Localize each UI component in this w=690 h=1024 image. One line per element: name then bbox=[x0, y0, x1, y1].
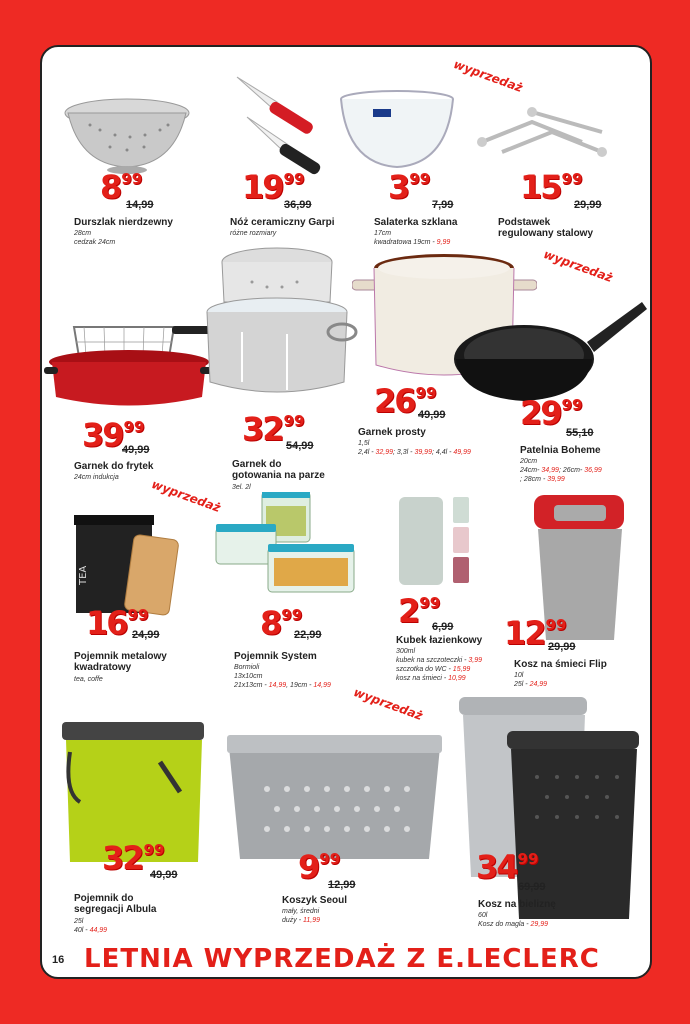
tea-container-price: $16^{99}$ bbox=[86, 604, 149, 642]
bathroom-cup-desc: 300ml kubek na szczoteczki - 3,99 szczotka do WC - 15,99 kosz na śmieci - 10,99 bbox=[396, 648, 482, 682]
laundry-basket-old-price: 69,99 bbox=[518, 881, 546, 893]
knife-desc: różne rozmiary bbox=[230, 230, 277, 237]
fryer-price: $39^{99}$ bbox=[82, 416, 145, 454]
svg-text:TEA: TEA bbox=[78, 565, 89, 585]
salad-bowl-desc: 17cm kwadratowa 19cm - 9,99 bbox=[374, 230, 451, 246]
food-container-image bbox=[212, 492, 362, 602]
knife-image bbox=[232, 72, 332, 182]
knife-name: Nóż ceramiczny Garpi bbox=[230, 217, 335, 228]
bathroom-cup-price: $2^{99}$ bbox=[398, 592, 441, 630]
salad-bowl-name: Salaterka szklana bbox=[374, 217, 458, 228]
sale-tag: wyprzedaż bbox=[451, 57, 525, 95]
page-number: 16 bbox=[52, 954, 65, 966]
flip-bin-price: $12^{99}$ bbox=[504, 614, 567, 652]
colander-old-price: 14,99 bbox=[126, 199, 154, 211]
flip-bin-desc: 10l 25l - 24,99 bbox=[514, 672, 548, 688]
pan-old-price: 55,10 bbox=[566, 427, 594, 439]
salad-bowl-image bbox=[337, 89, 457, 174]
pot-old-price: 49,99 bbox=[418, 409, 446, 421]
tea-container-desc: tea, coffe bbox=[74, 676, 103, 683]
recycling-bin-desc: 25l 40l - 44,99 bbox=[74, 918, 108, 934]
food-container-desc: Bormioli 13x10cm 21x13cm - 14,99, 19cm - 14,99 bbox=[234, 664, 331, 689]
footer bbox=[40, 942, 648, 974]
food-container-old-price: 22,99 bbox=[294, 629, 322, 641]
flip-bin-name: Kosz na śmieci Flip bbox=[514, 659, 607, 670]
sale-tag: wyprzedaż bbox=[541, 247, 615, 285]
steamer-price: $32^{99}$ bbox=[242, 410, 305, 448]
fryer-old-price: 49,99 bbox=[122, 444, 150, 456]
trivet-price: $15^{99}$ bbox=[520, 168, 583, 206]
fryer-desc: 24cm indukcja bbox=[74, 474, 119, 481]
food-container-price: $8^{99}$ bbox=[260, 604, 303, 642]
laundry-basket-desc: 60l Kosz do magla - 29,99 bbox=[478, 912, 549, 928]
sale-tag: wyprzedaż bbox=[149, 477, 223, 515]
storage-basket-price: $9^{99}$ bbox=[298, 848, 341, 886]
laundry-basket-name: Kosz na bieliznę bbox=[478, 899, 556, 910]
sale-tag: wyprzedaż bbox=[351, 685, 425, 723]
steamer-old-price: 54,99 bbox=[286, 440, 314, 452]
trivet-name: Podstawek regulowany stalowy bbox=[498, 217, 594, 239]
flyer-panel bbox=[40, 45, 652, 979]
steamer-name: Garnek do gotowania na parze bbox=[232, 459, 325, 481]
pan-price: $29^{99}$ bbox=[520, 394, 583, 432]
pot-desc: 1,5l 2,4l - 32,99; 3,3l - 39,99; 4,4l - 49,99 bbox=[358, 440, 471, 456]
pan-name: Patelnia Boheme bbox=[520, 445, 601, 456]
steamer-image bbox=[192, 242, 362, 402]
bathroom-cup-image bbox=[397, 495, 477, 590]
recycling-bin-price: $32^{99}$ bbox=[102, 839, 165, 877]
colander-image bbox=[60, 95, 195, 175]
colander-desc: 28cm cedzak 24cm bbox=[74, 230, 116, 246]
slogan: LETNIA WYPRZEDAŻ Z E.LECLERC bbox=[84, 944, 600, 974]
trivet-image bbox=[472, 102, 612, 162]
storage-basket-desc: mały, średni duży - 11,99 bbox=[282, 908, 321, 924]
salad-bowl-price: $3^{99}$ bbox=[388, 168, 431, 206]
laundry-basket-image bbox=[457, 697, 642, 922]
recycling-bin-old-price: 49,99 bbox=[150, 869, 178, 881]
storage-basket-name: Koszyk Seoul bbox=[282, 895, 348, 906]
salad-bowl-old-price: 7,99 bbox=[432, 199, 454, 211]
flip-bin-old-price: 29,99 bbox=[548, 641, 576, 653]
recycling-bin-name: Pojemnik do segregacji Albula bbox=[74, 893, 157, 915]
colander-name: Durszlak nierdzewny bbox=[74, 217, 173, 228]
pot-name: Garnek prosty bbox=[358, 427, 426, 438]
storage-basket-image bbox=[227, 729, 442, 864]
knife-price: $19^{99}$ bbox=[242, 168, 305, 206]
bathroom-cup-name: Kubek łazienkowy bbox=[396, 635, 483, 646]
bathroom-cup-old-price: 6,99 bbox=[432, 621, 454, 633]
tea-container-name: Pojemnik metalowy kwadratowy bbox=[74, 651, 167, 673]
trivet-old-price: 29,99 bbox=[574, 199, 602, 211]
pot-price: $26^{99}$ bbox=[374, 382, 437, 420]
knife-old-price: 36,99 bbox=[284, 199, 312, 211]
colander-price: $8^{99}$ bbox=[100, 168, 143, 206]
storage-basket-old-price: 12,99 bbox=[328, 879, 356, 891]
tea-container-old-price: 24,99 bbox=[132, 629, 160, 641]
food-container-name: Pojemnik System bbox=[234, 651, 317, 662]
pan-desc: 20cm 24cm- 34,99; 26cm- 36,99 ; 28cm - 39,99 bbox=[520, 458, 602, 483]
fryer-name: Garnek do frytek bbox=[74, 461, 154, 472]
laundry-basket-price: $34^{99}$ bbox=[476, 848, 539, 886]
steamer-desc: 3el. 2l bbox=[232, 484, 251, 491]
